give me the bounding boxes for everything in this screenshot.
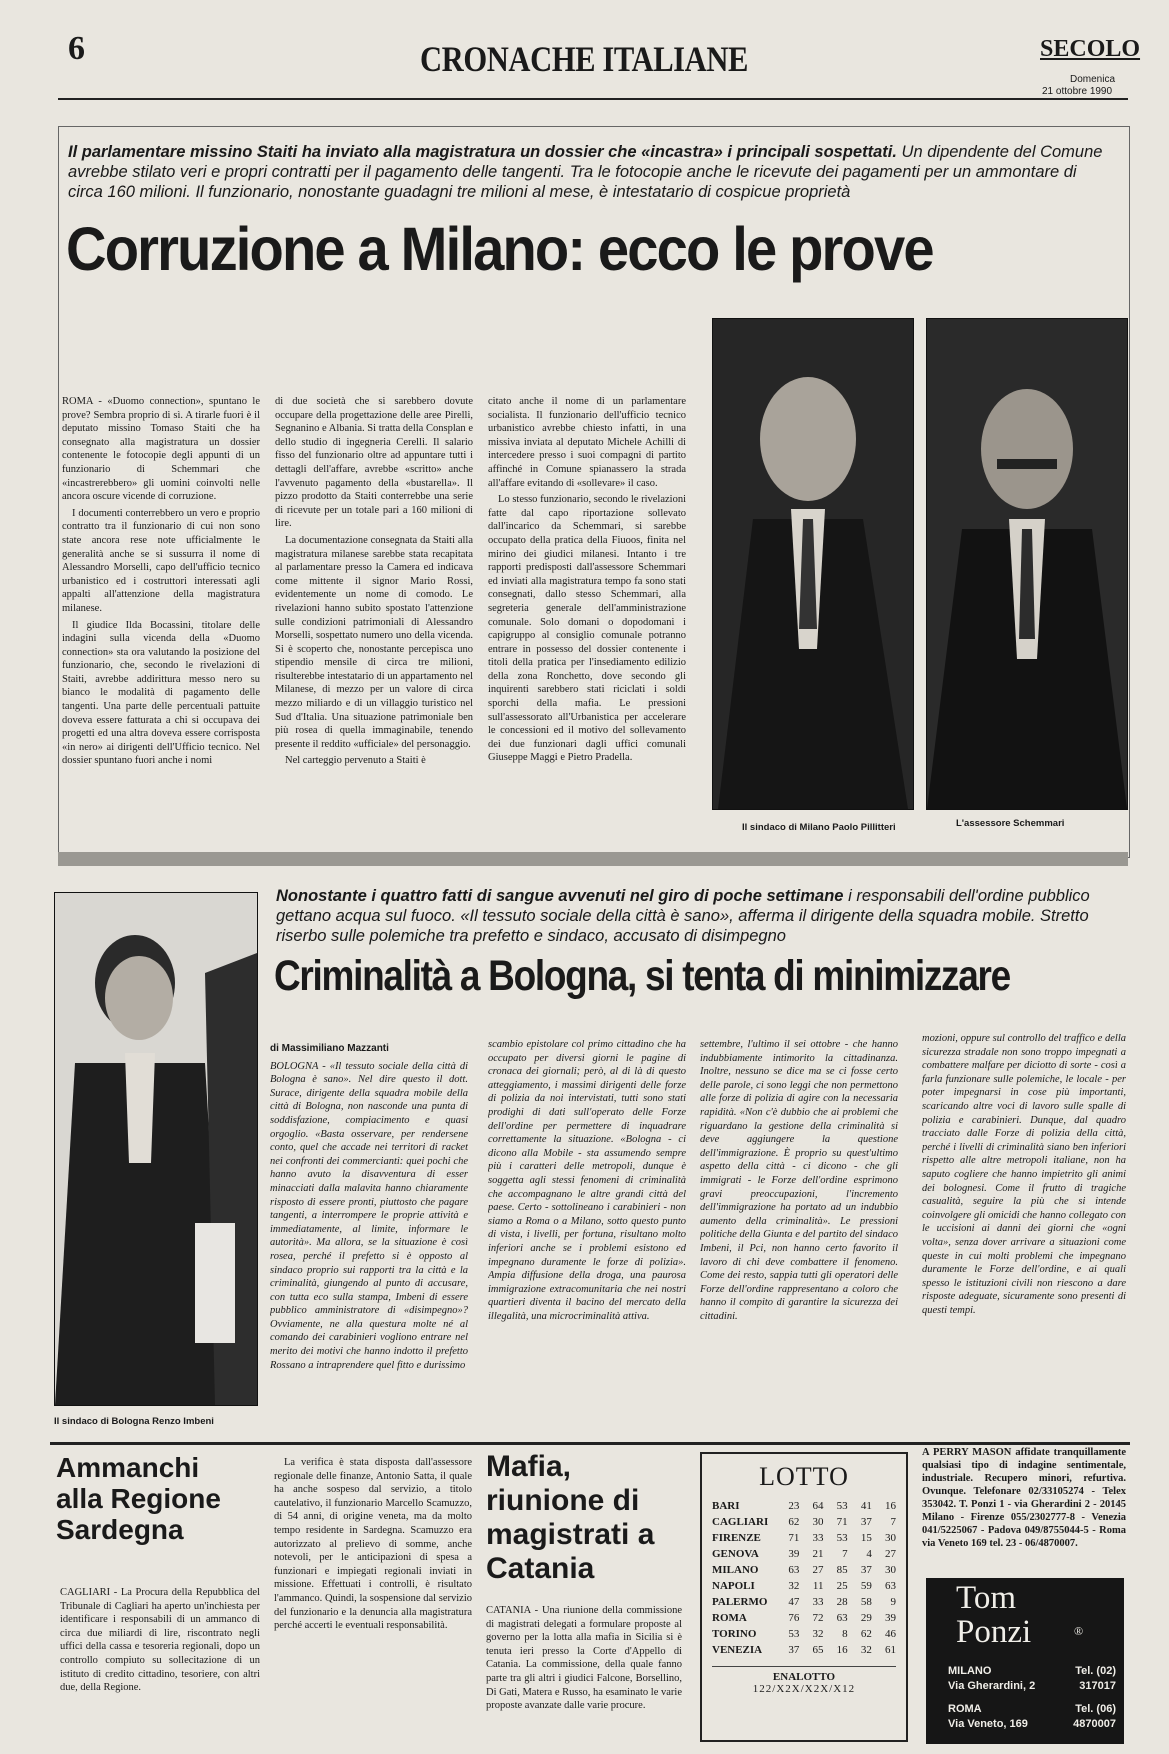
office-roma: [948, 1702, 1116, 1732]
lotto-number: 30: [812, 1516, 824, 1528]
portrait-illustration: [927, 319, 1127, 809]
lotto-number: 76: [788, 1612, 800, 1624]
article-bologna-col4: [922, 1032, 1126, 1430]
article-sardegna-headline: Ammanchi alla Regione Sardegna: [56, 1452, 221, 1545]
advert-brand-box: [926, 1578, 1124, 1744]
lotto-number: 37: [860, 1516, 872, 1528]
lotto-number: 72: [812, 1612, 824, 1624]
lotto-number: 7: [842, 1548, 848, 1560]
lotto-number: 29: [860, 1612, 872, 1624]
office-tel: 4870007: [1073, 1718, 1116, 1730]
lotto-row: [712, 1626, 896, 1642]
lotto-city: PALERMO: [712, 1596, 768, 1608]
lotto-city: GENOVA: [712, 1548, 759, 1560]
kicker-bold: Il parlamentare missino Staiti ha inviato alla magistratura un dossier che «incastra» i principali sospettati.: [68, 143, 897, 161]
lotto-number: 63: [884, 1580, 896, 1592]
paragraph: CATANIA - Una riunione della commissione di magistrati delegati a formulare proposte al governo per la lotta alla mafia in Sicilia si è tenuta ieri presso la Corte d'Appello di Catania. La commissione, della quale fanno parte tra gli altri i giudici Falcone, Borsellino, Di Gati, Matera e Russo, ha esaminato le varie proposte avanzate dalle varie procure.: [486, 1605, 682, 1712]
article-mafia-headline: Mafia, riunione di magistrati a Catania: [486, 1450, 655, 1585]
lotto-row: [712, 1562, 896, 1578]
lotto-number: 25: [836, 1580, 848, 1592]
lotto-number: 63: [836, 1612, 848, 1624]
caption-schemmari: L'assessore Schemmari: [956, 818, 1065, 829]
lotto-results: [712, 1498, 896, 1658]
lotto-number: 32: [812, 1628, 824, 1640]
lotto-row: [712, 1498, 896, 1514]
lotto-number: 58: [860, 1596, 872, 1608]
registered-mark: ®: [1074, 1624, 1084, 1638]
lotto-number: 30: [884, 1532, 896, 1544]
edition-day: Domenica: [1070, 74, 1116, 85]
lotto-city: TORINO: [712, 1628, 757, 1640]
lotto-number: 30: [884, 1564, 896, 1576]
portrait-illustration: [55, 893, 257, 1405]
lotto-number: 53: [836, 1532, 848, 1544]
lotto-number: 33: [812, 1532, 824, 1544]
lotto-number: 27: [812, 1564, 824, 1576]
lotto-number: 7: [890, 1516, 896, 1528]
lotto-number: 23: [788, 1500, 800, 1512]
lotto-title: LOTTO: [759, 1462, 849, 1491]
page-number: 6: [68, 30, 85, 67]
paragraph: Il giudice Ilda Bocassini, titolare delle indagini sulla vicenda della «Duomo connection» sta ora valutando la posizione del funzionario, che, secondo le rivelazioni di Staiti, avrebbe addirittura messo nero su bianco le modalità di pagamento delle tangenti. Una parte delle percentuali pattuite doveva essere fatturata a chi si occupava dei progetti ed una altra doveva essere corrisposta «in nero» ai dirigenti dell'Ufficio tecnico. Nel dossier spuntano fuori anche i nomi: [62, 619, 260, 767]
office-tel-label: Tel. (06): [1075, 1703, 1116, 1715]
lotto-number: 37: [860, 1564, 872, 1576]
lotto-city: NAPOLI: [712, 1580, 755, 1592]
masthead: SECOLO: [1040, 36, 1141, 62]
paragraph: ROMA - «Duomo connection», spuntano le prove? Sembra proprio di sì. A tirarle fuori è il deputato missino Tomaso Staiti che ha consegnato alla magistratura un dossier contenente le fotocopie degli appunti di un funzionario di Schemmari che «incastrerebbero» gli uomini coinvolti nelle ancora oscure vicende di corruzione.: [62, 396, 260, 503]
lotto-number: 62: [860, 1628, 872, 1640]
photo-pillitteri: [712, 318, 914, 810]
article-milano-col3: [488, 395, 686, 845]
paragraph: Lo stesso funzionario, secondo le rivelazioni fatte dal capo riportazione sollevato dall'incarico da Schemmari, si sarebbe occupato della pratica della Fiuoos, finita nel mirino dei giudici milanesi. Intanto i tre rapporti predisposti dall'assessore Schemmari ed inviati alla magistratura tempo fa sono stati consegnati, dallo stesso Schemmari, alla segreteria generale dell'amministrazione comunale. Solo domani o dopodomani i capigruppo al consiglio comunale potranno entrare in possesso del dossier contenente i titoli della pratica per l'insediamento edilizio della zona Ronchetto, dove secondo gli inquirenti sarebbero stati riciclati i soldi sporchi della mafia. Le pressioni sull'assessorato all'Urbanistica per accelerare le concessioni ed il motivo del sollevamento dei due funzionari dagli uffici comunali Giuseppe Maggi e Pietro Pradella.: [488, 494, 686, 764]
paragraph: settembre, l'ultimo il sei ottobre - che hanno indubbiamente intimorito la cittadinanza. Inoltre, nessuno se dice ma se ci fosse certo delle parole, ci sono leggi che non permettono alle forze di polizia di agire con la necessaria rapidità. «Non c'è dubbio che ai problemi che riguardano la gestione della criminalità si deve aggiungere la questione dell'immigrazione. È proprio su quest'ultimo aspetto della città - ci dicono - che gli immigrati - le Forze dell'ordine esprimono gravi preoccupazioni, l'incremento dell'immigrazione ha portato ad un indubbio aumento della criminalità». Le pressioni politiche della Giunta e del partito del sindaco Imbeni, il Pci, non hanno certo favorito il lavoro di chi deve combattere il fenomeno. Come dei resto, sappia tutti gli operatori delle Forze dell'ordine rappresentano a coloro che hanno il compito di garantire la sicurezza dei cittadini.: [700, 1039, 898, 1322]
lotto-row: [712, 1610, 896, 1626]
lotto-number: 53: [836, 1500, 848, 1512]
office-tel: 317017: [1079, 1680, 1116, 1692]
lotto-number: 47: [788, 1596, 800, 1608]
lotto-number: 27: [884, 1548, 896, 1560]
lotto-row: [712, 1642, 896, 1658]
header-rule: [58, 98, 1128, 100]
caption-pillitteri: Il sindaco di Milano Paolo Pillitteri: [742, 822, 896, 833]
paragraph: I documenti conterrebbero un vero e proprio contratto tra il funzionario di cui non sono state ancora rese note ufficialmente le generalità anche se si sussurra il nome di Alessandro Morselli, capo dell'ufficio tecnico urbanistico ed i costruttori interessati agli appalti all'attenzione della magistratura milanese.: [62, 507, 260, 614]
portrait-illustration: [713, 319, 913, 809]
photo-schemmari: [926, 318, 1128, 810]
caption-imbeni: Il sindaco di Bologna Renzo Imbeni: [54, 1416, 214, 1427]
lotto-row: [712, 1530, 896, 1546]
article-sardegna-col1: [60, 1586, 260, 1746]
lotto-number: 59: [860, 1580, 872, 1592]
office-tel-label: Tel. (02): [1075, 1665, 1116, 1677]
article-bologna-col3: [700, 1038, 898, 1430]
lotto-number: 16: [884, 1500, 896, 1512]
lotto-row: [712, 1546, 896, 1562]
lotto-number: 32: [860, 1644, 872, 1656]
office-address: Via Gherardini, 2: [948, 1680, 1036, 1692]
office-milano: [948, 1664, 1116, 1694]
lotto-number: 39: [884, 1612, 896, 1624]
brand-name-line1: Tom: [956, 1580, 1017, 1616]
paragraph: La verifica è stata disposta dall'assessore regionale delle finanze, Antonio Satta, il quale ha anche sospeso dal servizio, a titolo cautelativo, il funzionario Marcello Scamuzzo, di 54 anni, di origine veneta, ma da molto tempo residente in Sardegna. Scamuzzo era autorizzato al prelievo di somme, anche notevoli, per le anticipazioni di spesa a funzionari e impiegati regionali inviati in missione. Effettuati i controlli, è risultato l'ammanco. Quindi, la sospensione dal servizio del funzionario e la denuncia alla magistratura perché accerti le eventuali responsabilità.: [274, 1457, 472, 1632]
lotto-city: CAGLIARI: [712, 1516, 769, 1528]
bottom-section-rule: [50, 1442, 1130, 1445]
paragraph: mozioni, oppure sul controllo del traffico e della sicurezza stradale non sono troppo impegnati a combattere malfare per diciotto di sorte - così a farla funzionare sulle polemiche, le locale - per poter impegnarsi in cose più importanti, scaricando altre voci di lavoro sulle spalle di polizia e carabinieri. Dunque, dal quadro tracciato dalle Forze di polizia della città, perché i livelli di criminalità siano ben inferiori rispetto alle altre metropoli italiane, non ha saputo cogliere che hanno impietrito gli animi dei bolognesi. Come il frutto di tragiche casualità, seguire la più che si intende coinvolgere gli omicidi che hanno collegato con le uccisioni ai danni dei giorni che «ogni volta», senza dover arrivare a situazioni come queste in cui molti problemi che impegnano duramente le Forze dell'ordine, e ai quali spesso le istituzioni civili non riescono a dare risposte adeguate, sicuramente sono presenti di questi tempi.: [922, 1033, 1126, 1316]
lotto-number: 33: [812, 1596, 824, 1608]
paragraph: di due società che si sarebbero dovute occupare della progettazione delle aree Pirelli, Segnanino e Albania. Si tratta della Consplan e dello studio di ingegneria Cerelli. Il salario fisso del funzionario oltre ad appuntare tutti i dettagli dell'affare, avrebbe «scritto» anche l'avvenuto pagamento della «bustarella». Il pizzo prodotto da Staiti conterrebbe una serie di ricevute per un totale pari a 160 milioni di lire.: [275, 396, 473, 530]
article-bologna-kicker: [276, 886, 1126, 946]
lotto-number: 28: [836, 1596, 848, 1608]
byline: di Massimiliano Mazzanti: [270, 1043, 389, 1054]
lotto-row: [712, 1514, 896, 1530]
lotto-number: 63: [788, 1564, 800, 1576]
lotto-row: [712, 1578, 896, 1594]
edition-date: 21 ottobre 1990: [1042, 86, 1113, 97]
article-milano-col2: [275, 395, 473, 845]
article-milano-kicker: [68, 142, 1108, 202]
lotto-number: 85: [836, 1564, 848, 1576]
paragraph: CAGLIARI - La Procura della Repubblica del Tribunale di Cagliari ha aperto un'inchiesta per identificare i responsabili di un ammanco di circa due miliardi di lire, riscontrato negli uffici della cassa e tesoreria regionali, dopo un controllo compiuto su sollecitazione di un istituto di credito cittadino, tesoriere, con altri due, della Regione.: [60, 1587, 260, 1694]
lotto-number: 8: [842, 1628, 848, 1640]
lotto-number: 32: [788, 1580, 800, 1592]
page-header: [0, 0, 1169, 110]
lotto-number: 16: [836, 1644, 848, 1656]
lotto-number: 11: [812, 1580, 824, 1592]
photo-imbeni: [54, 892, 258, 1406]
lotto-number: 21: [812, 1548, 824, 1560]
enalotto-value: 122/X2X/X2X/X12: [752, 1683, 856, 1695]
article-mafia-body: [486, 1604, 682, 1746]
paragraph: scambio epistolare col primo cittadino che ha occupato per diversi giorni le pagine di cronaca dei giornali; però, al di là di questo atteggiamento, i massimi dirigenti delle forze di polizia da noi intervistati, tutti sono stati prodighi di dati sull'operato delle Forze dell'ordine per permettere di inquadrare correttamente la situazione. «Bologna - ci dicono alla Mobile - sta assumendo sempre più i caratteri delle metropoli, dunque è soggetta agli stessi fenomeni di criminalità che accompagnano le altre grandi città del paese. Certo - sottolineano i carabinieri - non siamo a Roma o a Milano, sotto questo punto di vista, i livelli, per fortuna, risultano molto inferiori anche se i problemi esistono ed impegnano duramente le forze di polizia». Ampia diffusione della droga, una paurosa immigrazione extracomunitaria che nei nostri quartieri diventa il bacino del mercato della illegalità, una microcriminalità attiva.: [488, 1039, 686, 1322]
lotto-city: BARI: [712, 1500, 740, 1512]
lotto-number: 61: [884, 1644, 896, 1656]
lotto-number: 65: [812, 1644, 824, 1656]
article-bologna-col1: [270, 1042, 468, 1427]
paragraph: citato anche il nome di un parlamentare socialista. Il funzionario dell'ufficio tecnico urbanistico avrebbe chiesto infatti, in una missiva inviata al deputato Michele Achilli di intercedere presso i suoi compagni di partito affinché in Comune spianassero la strada all'affare evitando di «sollevare» il caso.: [488, 396, 686, 489]
article-bologna-col2: [488, 1038, 686, 1430]
kicker-bold: Nonostante i quattro fatti di sangue avvenuti nel giro di poche settimane: [276, 887, 844, 905]
lotto-number: 15: [860, 1532, 872, 1544]
lotto-number: 71: [788, 1532, 800, 1544]
lotto-box: [700, 1452, 908, 1742]
enalotto-label: ENALOTTO: [712, 1666, 896, 1683]
paragraph: Nel carteggio pervenuto a Staiti è: [285, 755, 426, 767]
lotto-city: ROMA: [712, 1612, 747, 1624]
lotto-number: 71: [836, 1516, 848, 1528]
lotto-number: 64: [812, 1500, 824, 1512]
lotto-number: 4: [866, 1548, 872, 1560]
kicker-text: Un dipendente del Comune avrebbe stilato veri e propri contratti per il pagamento delle tangenti. Tra le fotocopie anche le ricevute dei pagamenti per un ammontare di circa 160 milioni. Il funzionario, nonostante guadagni tre milioni al mese, è intestatario di cospicue proprietà: [68, 143, 1103, 201]
brand-name-line2: Ponzi: [956, 1614, 1032, 1650]
lotto-number: 37: [788, 1644, 800, 1656]
lotto-city: MILANO: [712, 1564, 759, 1576]
office-city: ROMA: [948, 1703, 982, 1715]
lotto-number: 46: [884, 1628, 896, 1640]
lotto-number: 9: [890, 1596, 896, 1608]
article-milano-headline: Corruzione a Milano: ecco le prove: [66, 215, 933, 283]
lotto-number: 39: [788, 1548, 800, 1560]
paragraph: BOLOGNA - «Il tessuto sociale della città di Bologna è sano». Nel dire questo il dott. Surace, dirigente della squadra mobile della città di Bologna, non nasconde una punta di soddisfazione, compiacimento e quasi orgoglio. «Basta osservare, per rendersene conto, quel che accade nei territori di racket nei confronti dei commercianti: quei pochi che hanno avuto la disavventura di esser minacciati dalla malavita hanno chiaramente risposto di essere pronti, piuttosto che pagare tangenti, a interrompere le proprie attività e immediatamente, al limite, informare le autorità». Ma allora, se la situazione è così rosea, perché il prefetto si è opposto al sindaco proprio sui rapporti tra la città e la criminalità, giungendo al punto di accusare, con tutta eco sulla stampa, Imbeni di essere pubblico amministratore di «disimpegno»? Ovviamente, ne alla questura molte né al comando dei carabinieri vogliono entrare nel merito dei motivi che hanno indotto il prefetto Rossano a intraprendere quel fitto e durissimo: [270, 1060, 468, 1371]
lotto-number: 41: [860, 1500, 872, 1512]
lotto-number: 53: [788, 1628, 800, 1640]
lotto-city: FIRENZE: [712, 1532, 761, 1544]
office-city: MILANO: [948, 1665, 992, 1677]
advert-text: A PERRY MASON affidate tranquillamente qualsiasi tipo di indagine sentimentale, industriale. Recupero minori, refurtiva. Ovunque. Telefonare 02/33105274 - Telex 353042. T. Ponzi 1 - via Gherardini 2 - 20145 Milano - Firenze 055/2302777-8 - Venezia 041/5225067 - Padova 049/8755044-5 - Roma via Veneto 169 tel. 23 - 06/4870007.: [922, 1447, 1126, 1549]
lotto-row: [712, 1594, 896, 1610]
advert-tom-ponzi: [922, 1446, 1126, 1746]
office-address: Via Veneto, 169: [948, 1718, 1028, 1730]
lotto-number: 62: [788, 1516, 800, 1528]
kicker-text: i responsabili dell'ordine pubblico gettano acqua sul fuoco. «Il tessuto sociale della città è sano», afferma il dirigente della squadra mobile. Stretto riserbo sulle polemiche tra prefetto e sindaco, accusato di disimpegno: [276, 887, 1090, 945]
section-title: CRONACHE ITALIANE: [420, 39, 749, 79]
article-sardegna-col2: [274, 1456, 472, 1746]
article-milano-col1: [62, 395, 260, 845]
article-bologna-headline: Criminalità a Bologna, si tenta di minimizzare: [274, 952, 1010, 1000]
lotto-city: VENEZIA: [712, 1644, 763, 1656]
section-divider: [58, 852, 1128, 866]
paragraph: La documentazione consegnata da Staiti alla magistratura milanese sarebbe stata recapitata al parlamentare presso la Camera ed indicava come mittente il signor Mario Rossi, evidentemente un nome di comodo. Le rivelazioni hanno subito spostato l'attenzione sulle condizioni patrimoniali di Alessandro Morselli, sospettato numero uno della vicenda. Si è scoperto che, nonostante percepisca uno stipendio mensile di circa tre milioni, risulterebbe intestatario di un appartamento nel Milanese, di mezzo per un valore di circa mezzo miliardo e di un villaggio turistico nel Sud d'Italia. Una situazione patrimoniale ben più rosea di quella immaginabile, tenendo presente il reddito «ufficiale» del personaggio.: [275, 534, 473, 750]
